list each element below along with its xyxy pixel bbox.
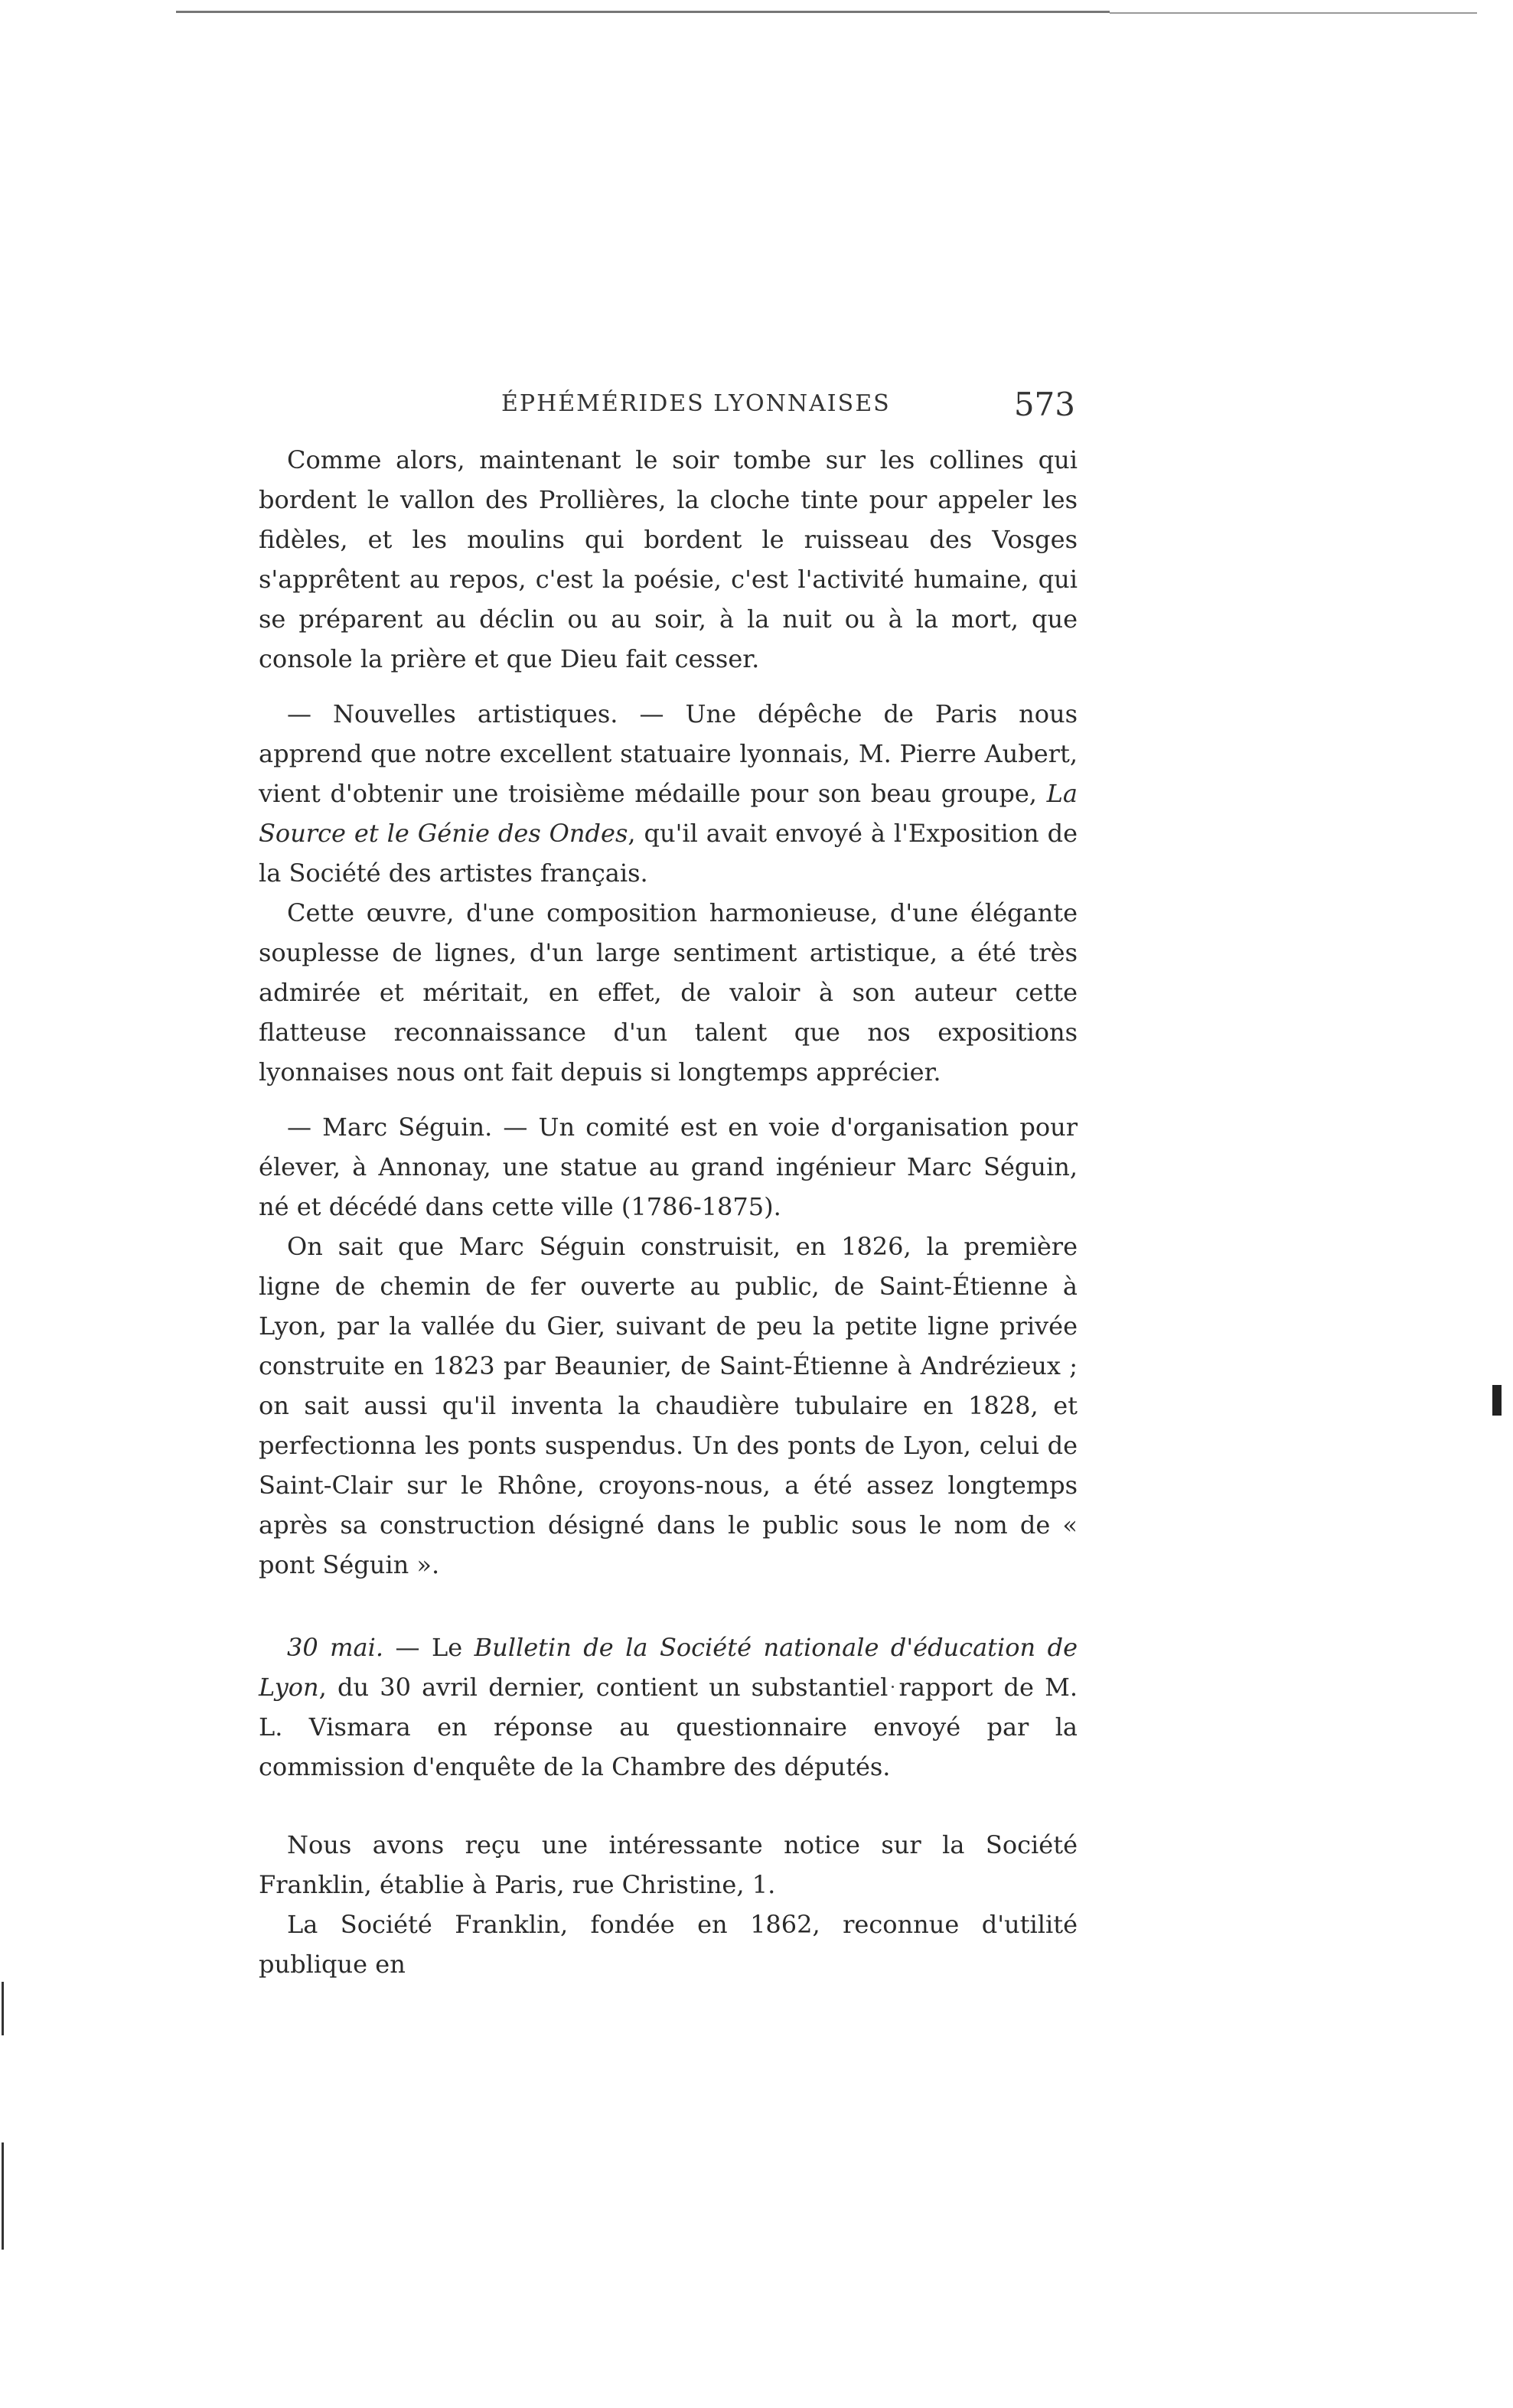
running-title: ÉPHÉMÉRIDES LYONNAISES: [501, 390, 891, 417]
artwork-title: La Source et le Génie des Ondes: [259, 779, 1078, 848]
paragraph: Nous avons reçu une intéressante notice sur la Société Franklin, établie à Paris, rue Christine, 1.: [259, 1830, 1078, 1899]
text-run: — Nouvelles artistiques. — Une dépêche de Paris nous apprend que notre excellent statuaire lyonnais, M. Pierre Aubert, vient d'obtenir une troisième médaille pour son beau groupe,: [259, 699, 1078, 808]
left-margin-mark: [2, 1982, 4, 2035]
page-number: 573: [1013, 386, 1075, 423]
text-run: , du 30 avril dernier, contient un substantiel rapport de M. L. Vismara en réponse au questionnaire envoyé par la commission d'enquête de la Chambre des députés.: [259, 1673, 1078, 1781]
paragraph-30-mai: [259, 1628, 1078, 1787]
top-edge-rule-right: [1110, 12, 1477, 14]
paragraph-marc-seguin: — Marc Séguin. — Un comité est en voie d'organisation pour élever, à Annonay, une statue au grand ingénieur Marc Séguin, né et décédé dans cette ville (1786-1875).: [259, 1113, 1078, 1221]
paragraph: On sait que Marc Séguin construisit, en 1826, la première ligne de chemin de fer ouverte au public, de Saint-Étienne à Lyon, par la vallée du Gier, suivant de peu la petite ligne privée construite en 1823 par Beaunier, de Saint-Étienne à Andrézieux ; on sait aussi qu'il inventa la chaudière tubulaire en 1828, et perfectionna les ponts suspendus. Un des ponts de Lyon, celui de Saint-Clair sur le Rhône, croyons-nous, a été assez longtemps après sa construction désigné dans le public sous le nom de « pont Séguin ».: [259, 1232, 1078, 1579]
body-text: [259, 440, 1078, 1984]
paragraph: Comme alors, maintenant le soir tombe sur les collines qui bordent le vallon des Prollières, la cloche tinte pour appeler les fidèles, et les moulins qui bordent le ruisseau des Vosges s'apprêtent au repos, c'est la poésie, c'est l'activité humaine, qui se préparent au déclin ou au soir, à la nuit ou à la mort, que console la prière et que Dieu fait cesser.: [259, 445, 1078, 673]
paragraph: Cette œuvre, d'une composition harmonieuse, d'une élégante souplesse de lignes, d'un large sentiment artistique, a été très admirée et méritait, en effet, de valoir à son auteur cette flatteuse reconnaissance d'un talent que nos expositions lyonnaises nous ont fait depuis si longtemps apprécier.: [259, 898, 1078, 1087]
text-run: — Le: [383, 1633, 474, 1662]
entry-date: 30 mai.: [287, 1633, 384, 1662]
publication-title: Bulletin de la Société nationale d'éducation de Lyon: [259, 1633, 1078, 1702]
top-edge-rule: [176, 11, 1110, 13]
text-run: , qu'il avait envoyé à l'Exposition de la Société des artistes français.: [259, 819, 1078, 888]
paragraph-nouvelles-artistiques: [259, 694, 1078, 893]
running-head: [260, 386, 1075, 428]
scan-speck: [1492, 1385, 1502, 1416]
paragraph: La Société Franklin, fondée en 1862, reconnue d'utilité publique en: [259, 1910, 1078, 1979]
left-margin-mark: [2, 2142, 4, 2250]
